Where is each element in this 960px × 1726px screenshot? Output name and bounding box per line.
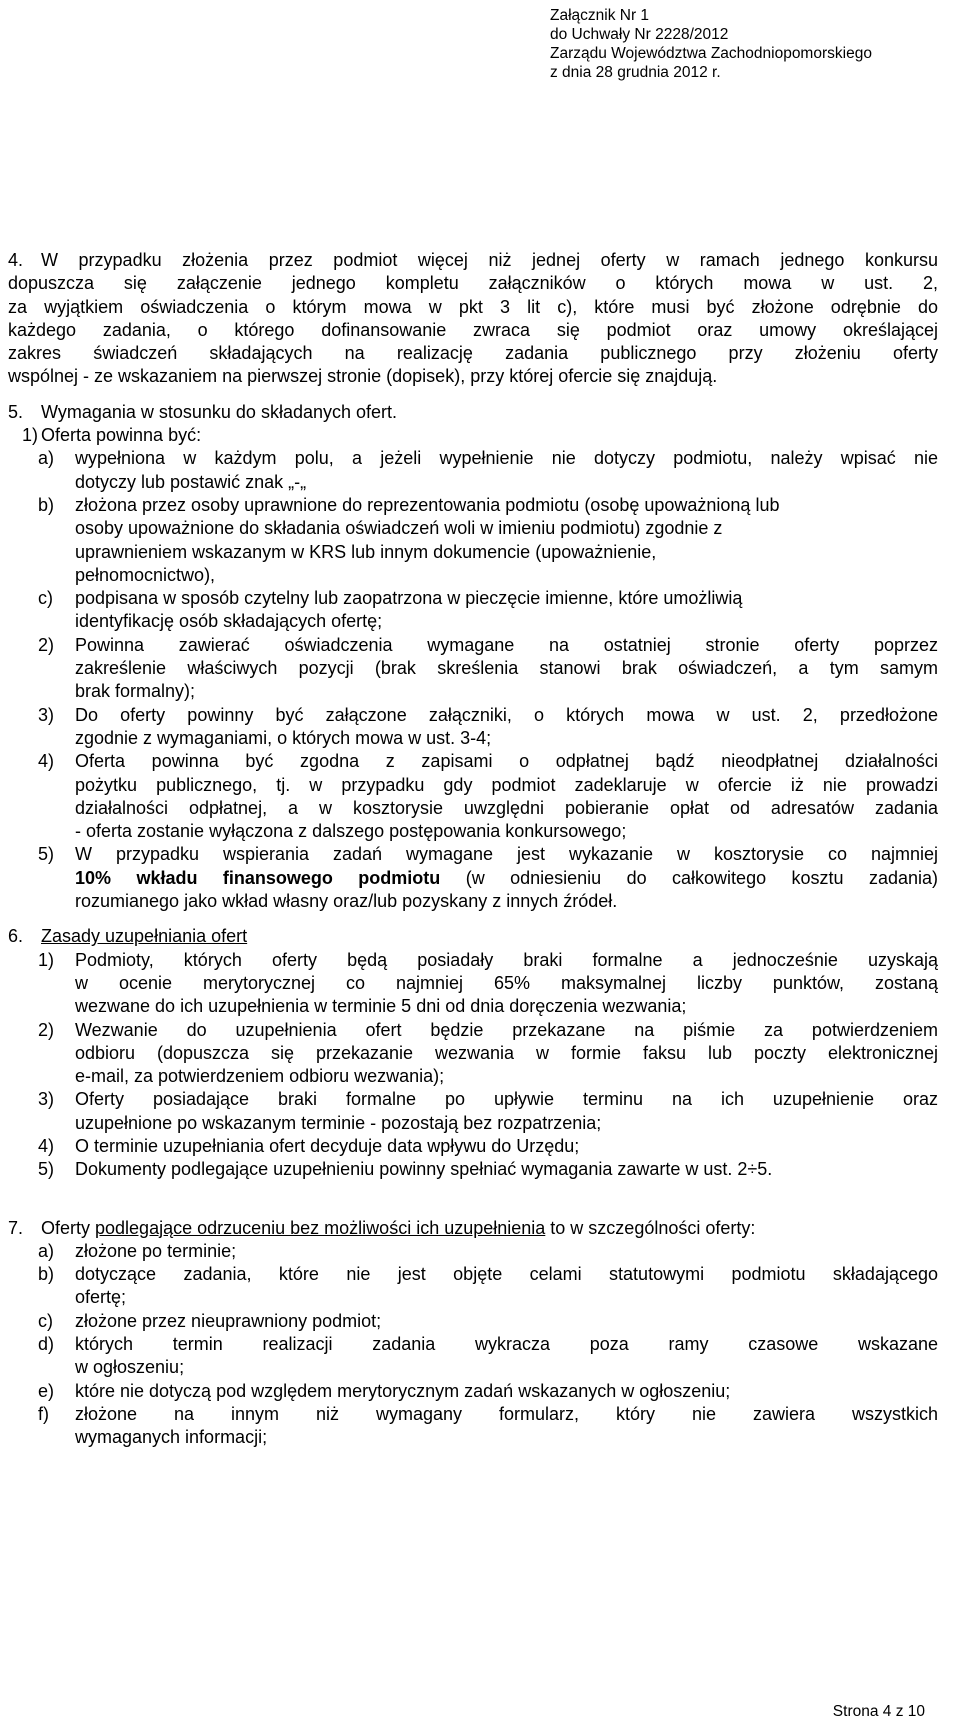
list-item (8, 1240, 938, 1263)
item-marker: f) (38, 1403, 49, 1424)
list-item (8, 843, 938, 913)
section-number: 4. (8, 250, 24, 270)
section-title: Zasady uzupełniania ofert (41, 926, 248, 947)
item-marker: a) (38, 448, 55, 469)
item-text: Oferta powinna być: (41, 425, 202, 446)
text-line (41, 1217, 938, 1240)
text-line: osoby upoważnione do składania oświadczeń woli w imieniu podmiotu) zgodnie z (75, 518, 723, 539)
section-number: 5. (8, 401, 24, 422)
text-line: dotyczy lub postawić znak „-„ (75, 471, 307, 492)
text-line: za wyjątkiem oświadczenia o którym mowa w pkt 3 lit c), które musi być złożone odrębnie do (8, 296, 938, 317)
text-fragment: Oferty (41, 1217, 96, 1238)
item-marker: e) (38, 1380, 55, 1401)
text-line: złożone na innym niż wymagany formularz, który nie zawiera wszystkich (75, 1403, 938, 1424)
text-line: zgodnie z wymaganiami, o których mowa w ust. 3-4; (75, 727, 492, 748)
text-line: identyfikację osób składających ofertę; (75, 611, 383, 632)
text-line: wypełniona w każdym polu, a jeżeli wypełnienie nie dotyczy podmiotu, należy wpisać nie (75, 448, 938, 469)
text-line: złożona przez osoby uprawnione do reprezentowania podmiotu (osobę upoważnioną lub (75, 494, 780, 515)
section-5 (8, 401, 938, 424)
text-line: podpisana w sposób czytelny lub zaopatrzona w pieczęcie imienne, które umożliwią (75, 588, 743, 609)
section-4 (8, 249, 938, 272)
text-line: brak formalny); (75, 681, 196, 702)
text-line: zakreślenie właściwych pozycji (brak skreślenia stanowi brak oświadczeń, a tym samym (75, 658, 938, 679)
text-line: wezwane do ich uzupełnienia w terminie 5 dni od dnia doręczenia wezwania; (75, 996, 687, 1017)
text-line: W przypadku złożenia przez podmiot więcej niż jednej oferty w ramach jednego konkursu (41, 250, 938, 270)
list-item (8, 447, 938, 494)
page-number: Strona 4 z 10 (832, 1703, 925, 1720)
text-line: Do oferty powinny być załączone załączniki, o których mowa w ust. 2, przedłożone (75, 704, 938, 725)
text-line: ofertę; (75, 1287, 127, 1308)
item-marker: c) (38, 588, 53, 609)
header-line: z dnia 28 grudnia 2012 r. (550, 64, 721, 81)
list-item (8, 494, 938, 587)
item-marker: 5) (38, 844, 55, 865)
text-line: Oferta powinna być zgodna z zapisami o odpłatnej bądź nieodpłatnej działalności (75, 751, 938, 772)
item-marker: 2) (38, 1019, 55, 1040)
item-marker: 5) (38, 1159, 55, 1180)
document-body (8, 249, 938, 1450)
text-line: złożone przez nieuprawniony podmiot; (75, 1310, 382, 1331)
text-line: dopuszcza się załączenie jednego kompletu załączników o których mowa w ust. 2, (8, 273, 938, 294)
underlined-phrase: podlegające odrzuceniu bez możliwości ich uzupełnienia (95, 1217, 546, 1238)
item-marker: 4) (38, 1135, 55, 1156)
list-item (8, 1088, 938, 1135)
attachment-header (550, 6, 960, 82)
text-line: Oferty posiadające braki formalne po upływie terminu na ich uzupełnienie oraz (75, 1089, 938, 1110)
text-line: - oferta zostanie wyłączona z dalszego postępowania konkursowego; (75, 821, 627, 842)
header-line: do Uchwały Nr 2228/2012 (550, 26, 729, 43)
header-line: Zarządu Województwa Zachodniopomorskiego (550, 45, 872, 62)
bold-emphasis: 10% wkładu finansowego podmiotu (75, 867, 441, 888)
list-item (8, 1263, 938, 1310)
text-fragment: to w szczególności oferty: (545, 1217, 756, 1238)
section-number: 6. (8, 926, 24, 947)
text-line: Podmioty, których oferty będą posiadały braki formalne a jednocześnie uzyskają (75, 949, 938, 970)
text-line: rozumianego jako wkład własny oraz/lub pozyskany z innych źródeł. (75, 891, 618, 912)
text-line: W przypadku wspierania zadań wymagane jest wykazanie w kosztorysie co najmniej (75, 844, 938, 865)
text-line: działalności odpłatnej, a w kosztorysie uwzględni pobieranie opłat od adresatów zadania (75, 797, 938, 818)
text-line: dotyczące zadania, które nie jest objęte celami statutowymi podmiotu składającego (75, 1264, 938, 1285)
header-line: Załącznik Nr 1 (550, 7, 650, 24)
text-line: uzupełnione po wskazanym terminie - pozostają bez rozpatrzenia; (75, 1112, 602, 1133)
text-line: O terminie uzupełniania ofert decyduje data wpływu do Urzędu; (75, 1135, 580, 1156)
list-item (8, 750, 938, 843)
text-line: uprawnieniem wskazanym w KRS lub innym dokumencie (upoważnienie, (75, 541, 657, 562)
text-line: złożone po terminie; (75, 1240, 237, 1261)
text-line: odbioru (dopuszcza się przekazanie wezwania w formie faksu lub poczty elektronicznej (75, 1042, 938, 1063)
section-7 (8, 1217, 938, 1240)
text-line (75, 867, 938, 890)
item-marker: 1) (22, 425, 39, 446)
item-marker: 2) (38, 634, 55, 655)
list-item (8, 1019, 938, 1089)
list-item (8, 1380, 938, 1403)
text-line: wymaganych informacji; (75, 1427, 268, 1448)
item-marker: 1) (38, 949, 55, 970)
list-item (8, 424, 938, 447)
list-item (8, 1135, 938, 1158)
text-line: wspólnej - ze wskazaniem na pierwszej stronie (dopisek), przy której ofercie się znajdują. (8, 366, 718, 387)
section-6 (8, 925, 938, 948)
text-fragment: (w odniesieniu do całkowitego kosztu zadania) (440, 867, 938, 888)
section-number: 7. (8, 1217, 24, 1238)
text-line: pożytku publicznego, tj. w przypadku gdy podmiot zadeklaruje w ofercie iż nie prowadzi (75, 774, 938, 795)
list-item (8, 1158, 938, 1181)
text-line: w ocenie merytorycznej co najmniej 65% maksymalnej liczby punktów, zostaną (75, 972, 938, 993)
text-line: w ogłoszeniu; (75, 1357, 185, 1378)
text-line: których termin realizacji zadania wykracza poza ramy czasowe wskazane (75, 1334, 938, 1355)
item-marker: 3) (38, 704, 55, 725)
list-item (8, 1403, 938, 1450)
text-line: Dokumenty podlegające uzupełnieniu powinny spełniać wymagania zawarte w ust. 2÷5. (75, 1159, 773, 1180)
text-line: e-mail, za potwierdzeniem odbioru wezwania); (75, 1066, 445, 1087)
item-marker: 3) (38, 1089, 55, 1110)
item-marker: a) (38, 1240, 55, 1261)
list-item (8, 1310, 938, 1333)
list-item (8, 634, 938, 704)
text-line: Wezwanie do uzupełnienia ofert będzie przekazane na piśmie za potwierdzeniem (75, 1019, 938, 1040)
item-marker: c) (38, 1310, 53, 1331)
text-line: zakres świadczeń składających na realizację zadania publicznego przy złożeniu oferty (8, 343, 938, 364)
item-marker: b) (38, 1264, 55, 1285)
text-line: Powinna zawierać oświadczenia wymagane na ostatniej stronie oferty poprzez (75, 634, 938, 655)
section-4-continuation (8, 272, 938, 388)
list-item (8, 949, 938, 1019)
section-title: Wymagania w stosunku do składanych ofert. (41, 401, 398, 422)
list-item (8, 1333, 938, 1380)
item-marker: b) (38, 494, 55, 515)
item-marker: d) (38, 1334, 55, 1355)
text-line: pełnomocnictwo), (75, 564, 216, 585)
text-line: które nie dotyczą pod względem merytorycznym zadań wskazanych w ogłoszeniu; (75, 1380, 731, 1401)
list-item (8, 587, 938, 634)
item-marker: 4) (38, 751, 55, 772)
text-line: każdego zadania, o którego dofinansowanie zwraca się podmiot oraz umowy określającej (8, 319, 938, 340)
list-item (8, 704, 938, 751)
